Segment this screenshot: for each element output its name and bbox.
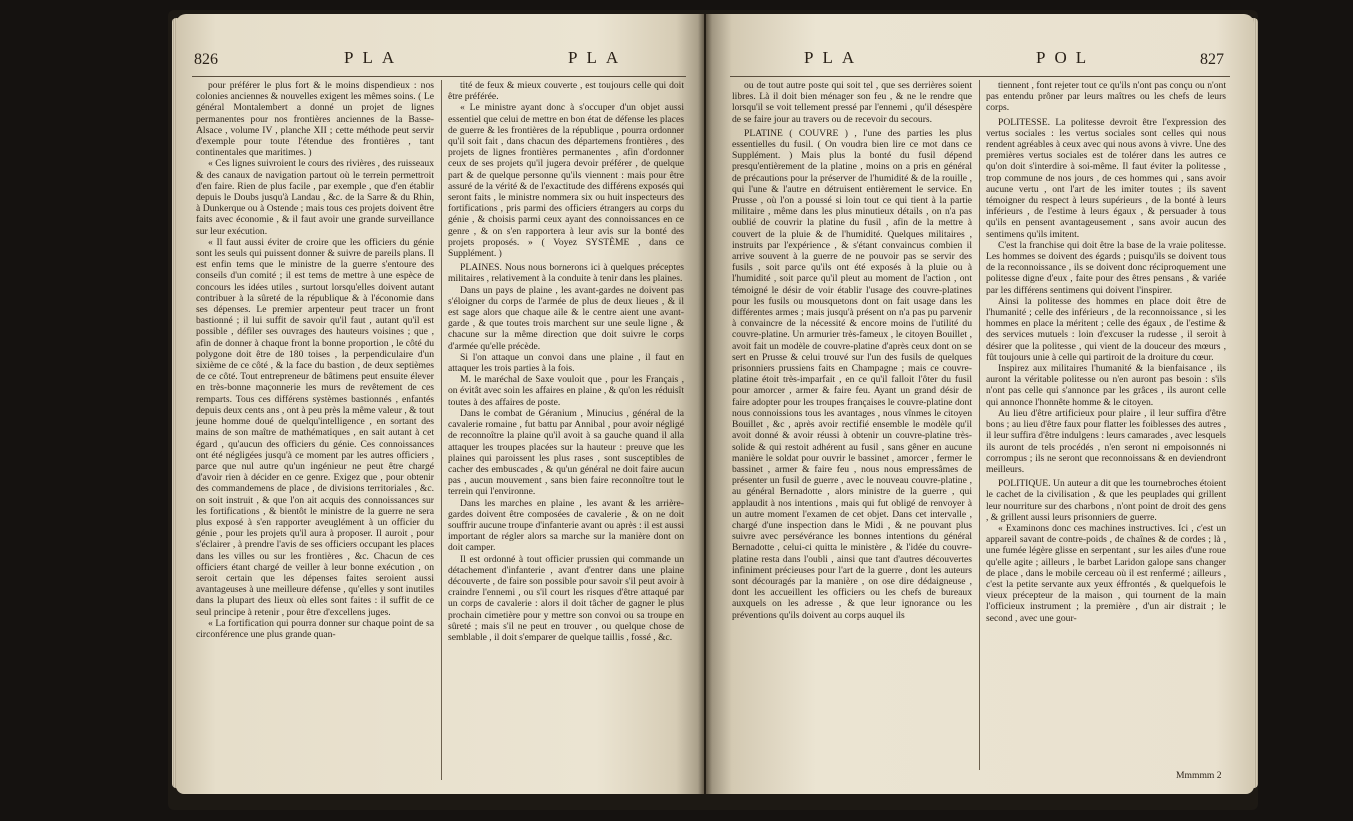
section-platine: PLATINE ( COUVRE ) , l'une des parties les plus essentielles du fusil. ( On voudra bien lire ce mot dans ce Supplément. ) Mais plus la bonté du fusil dépend presqu'entièrement de la platine , moins on a pris en général de précautions pour la préserver de l'humidité & de la rouille , qui l'une & l'autre en détruisent entièrement le service. En Prusse , où l'on a poussé si loin tout ce qui tient à la partie militaire , même dans les plus minutieux détails , on n'a pas oublié de couvrir la platine du fusil , afin de la mettre à couvert de la pluie & de l'humidité. Quelques militaires , instruits par l'expérience , & s'étant convaincus combien il arrive souvent à la guerre de ne pouvoir pas se servir des fusils , soit parce qu'ils ont été exposés à la pluie ou à l'humidité , soit parce qu'il pleut au moment de l'action , ont témoigné le désir de voir établir l'usage des couvre-platines pour les fusils ou mousquetons dont on fait usage dans les différentes armes ; mais jusqu'à présent on n'a pas pu parvenir à convaincre de la nécessité & encore moins de l'utilité du couvre-platine. Un armurier très-fameux , le citoyen Bouillet , avoit fait un modèle de couvre-platine d'après ceux dont on se sert en Prusse & celui trouvé sur l'un des fusils de quelques prisonniers prussiens faits en Champagne ; mais ce couvre-platine étoit très-imparfait , en ce qu'il falloit l'ôter du fusil pour amorcer , armer & faire feu. Ayant un grand désir de faire adopter pour les troupes françaises le couvre-platine dont nous connoissions tous les avantages , nous vînmes le citoyen Bouillet , &c , après avoir rectifié ensemble le modèle qu'il avoit donné & avoir réussi à obtenir un couvre-platine très-solide & qui restoit adhérent au fusil , sans gêner en aucune manière le soldat pour ouvrir le bassinet , amorcer , fermer le bassinet , armer & faire feu , nous nous empressâmes de présenter un fusil de guerre , avec le nouveau couvre-platine , au général Bernadotte , alors ministre de la guerre , qui applaudit à nos intentions , mais qui fut obligé de renvoyer à un autre moment l'examen de cet objet. Dans cet intervalle , chargé d'une inspection dans le Midi , & ne pouvant plus suivre avec persévérance les bonnes intentions du général Bernadotte , celui-ci quitta le ministère , & l'idée du couvre-platine resta dans l'oubli , ainsi que tant d'autres découvertes infiniment précieuses pour l'art de la guerre , dont les auteurs sont découragés par la manière , on ose dire dédaigneuse , dont les accueillent les officiers ou les chefs de bureaux auxquels on les adresse , & que leur ignorance ou les préventions qu'ils doivent au corps auquel ils <box>732 127 972 621</box>
paragraph: C'est la franchise qui doit être la base de la vraie politesse. Les hommes se doivent des égards ; puisqu'ils se doivent tous de la reconnoissance , ils se doivent donc réciproquement une politesse digne d'eux , faite pour des êtres pensans , & variée par les différens sentimens qui doivent l'inspirer. <box>986 239 1226 296</box>
paragraph: Dans le combat de Géranium , Minucius , général de la cavalerie romaine , fut battu par Annibal , pour avoir négligé de reconnoître la plaine qu'il avoit à sa gauche quand il alla attaquer les troupes placées sur la hauteur : preuve que les plaines qui paroissent les plus rases , sont susceptibles de cacher des embuscades , & qu'un général ne doit faire aucun pas , aucun mouvement , sans bien faire reconnoître tout le terrein qui l'environne. <box>448 407 684 498</box>
paragraph: Inspirez aux militaires l'humanité & la bienfaisance , ils auront la véritable politesse ou n'en auront pas besoin : s'ils n'ont pas celle qui s'annonce par les grâces , ils auront celle qui annonce l'honnête homme & le citoyen. <box>986 363 1226 408</box>
paragraph: M. le maréchal de Saxe vouloit que , pour les Français , on évitât avec soin les affaires en plaine , & qu'on les réduisît toutes à des affaires de poste. <box>448 374 684 408</box>
paragraph: Si l'on attaque un convoi dans une plaine , il faut en attaquer les trois parties à la fois. <box>448 351 684 375</box>
right-header-rule <box>730 76 1230 77</box>
left-header-rule <box>192 76 686 77</box>
right-column-1 <box>732 80 972 621</box>
paragraph: Ainsi la politesse des hommes en place doit être de l'humanité ; celle des inférieurs , de la reconnoissance , si les hommes en place la méritent ; celle des égaux , de l'estime & des services mutuels : loin d'excuser la rudesse , il seroit à désirer que la politesse , qui vient de la douceur des mœurs , fût toujours unie à celle qui partiroit de la droiture du cœur. <box>986 295 1226 363</box>
paragraph: tiennent , font rejeter tout ce qu'ils n'ont pas conçu ou n'ont pas entendu prôner par leurs maîtres ou les chefs de leurs corps. <box>986 80 1226 114</box>
paragraph: « Ces lignes suivroient le cours des rivières , des ruisseaux & des canaux de navigation partout où le terrein permettroit d'en faire. Rien de plus facile , par exemple , que d'en établir depuis le Doubs jusqu'à Landau , &c. de la Sarre & du Rhin, à Dunkerque ou à Ostende ; mais tous ces projets doivent être faits avec économie , & il faut avoir une grande surveillance sur leur exécution. <box>196 158 434 237</box>
paragraph: pour préférer le plus fort & le moins dispendieux : nos colonies anciennes & nouvelles exigent les mêmes soins. ( Le général Montalembert a donné un projet de lignes permanentes pour nos frontières anciennes de la Basse-Alsace , volume IV , planche XII ; cette méthode peut servir d'exemple pour toute l'étendue des frontières , tant continentales que maritimes. ) <box>196 80 434 159</box>
paragraph: ou de tout autre poste qui soit tel , que ses derrières soient libres. Là il doit bien ménager son feu , & ne le rendre que lorsqu'il se voit tellement pressé par l'ennemi , qu'il désespère de se faire jour au travers ou de recevoir du secours. <box>732 80 972 125</box>
left-column-divider <box>441 80 442 780</box>
section-plaines: PLAINES. Nous nous bornerons ici à quelques préceptes militaires , relativement à la conduite à tenir dans les plaines. <box>448 262 684 285</box>
paragraph: tité de feux & mieux couverte , est toujours celle qui doit être préférée. <box>448 80 684 103</box>
left-column-1 <box>196 80 434 640</box>
left-page <box>176 14 704 794</box>
section-politique: POLITIQUE. Un auteur a dit que les tournebroches étoient le cachet de la civilisation , & que les peuplades qui grillent leur nourriture sur des charbons , n'ont point de droit des gens , & grillent aussi leurs prisonniers de guerre. <box>986 478 1226 523</box>
left-header-right: PLA <box>568 48 628 67</box>
right-header-right: POL <box>1036 48 1096 67</box>
paragraph: Dans un pays de plaine , les avant-gardes ne doivent pas s'éloigner du corps de l'armée de plus de deux lieues , & il est sage alors que chaque aile & le centre aient une avant-garde , & que toutes trois marchent sur une seule ligne , & chacune sur la même direction que doit suivre le corps d'armée qu'elle précède. <box>448 284 684 352</box>
right-column-2 <box>986 80 1226 624</box>
signature-mark: Mmmmm 2 <box>1176 770 1222 781</box>
paragraph: « Il faut aussi éviter de croire que les officiers du génie sont les seuls qui puissent donner & suivre de pareils plans. Il est enfin tems que le ministre de la guerre s'entoure des conseils d'un comité ; il est tems de mettre à une espèce de concours les idées utiles , surtout lorsqu'elles doivent autant contribuer à la sûreté de la république & à l'économie dans ses dépenses. Le premier arpenteur peut tracer un front bastionné ; il lui suffit de savoir qu'il faut , autant qu'il est possible , défiler ses ouvrages des hauteurs voisines ; que , afin de donner à chaque front la bonne proportion , le côté du polygone doit être de 180 toises , la perpendiculaire d'un sixième de ce côté , & la face du bastion , de deux septièmes de ce côté. Tout entrepreneur de bâtimens peut ensuite élever en très-bonne maçonnerie les murs de revêtement de ces remparts. Tous ces différens systèmes bastionnés , enfantés depuis deux cents ans , ont à peu près la même valeur , & tout jeune homme doué de quelqu'intelligence , en sortant des mains de son maître de mathématiques , en sait autant à cet égard , qu'aucun des officiers du génie. Ces connoissances ont été négligées jusqu'à ce moment par les autres officiers , parce que nul autre qu'un ingénieur ne peut être chargé d'avoir rien à décider en ce genre. Exigez que , pour obtenir des commandemens de place , de divisions territoriales , &c. on soit instruit , & que l'on ait acquis des connoissances sur les fortifications , & bientôt le ministre de la guerre ne sera plus exposé à s'en rapporter aveuglément à un officier du génie , pour les projets qu'il aura à proposer. Il auroit , pour s'éclairer , à prendre l'avis de ses officiers occupant les places dans les villes ou sur les frontières , &c. Chacun de ces officiers étant chargé de veiller à leur bonne exécution , on seroit certain que les dépenses faites seroient aussi avantageuses à une meilleure défense , qu'elles y sont inutiles dans la plupart des lieux où elles sont faites : il suffit de ce seul principe à retenir , pour être d'excellens juges. <box>196 236 434 618</box>
right-page-number: 827 <box>1200 51 1224 68</box>
left-column-2 <box>448 80 684 643</box>
paragraph: « Le ministre ayant donc à s'occuper d'un objet aussi essentiel que celui de mettre en bon état de défense les places de guerre & les frontières de la république , pourra ordonner qu'il soit fait , dans chacun des départemens frontières , des projets de lignes frontières permanentes , afin d'ordonner ceux de ses projets qu'il jugera devoir préférer , de quelque part & de quelque personne qu'ils viennent : mais pour être assuré de la vérité & de l'exactitude des différens exposés qui seront faits , le ministre nommera six ou huit inspecteurs des fortifications , pris parmi des officiers étrangers au corps du génie , & choisis parmi ceux ayant des connoissances en ce genre , & on s'en rapportera à leur avis sur la bonté des projets proposés. » ( Voyez SYSTÈME , dans ce Supplément. ) <box>448 102 684 260</box>
paragraph: Au lieu d'être artificieux pour plaire , il leur suffira d'être bons ; au lieu d'être faux pour flatter les foiblesses des autres , il leur suffira d'être indulgens : leurs camarades , avec lesquels ils auront de tels procédés , n'en seront ni empoisonnés ni corrompus ; ils ne seront que reconnoissans & en deviendront meilleurs. <box>986 407 1226 475</box>
left-page-number: 826 <box>194 51 218 68</box>
book-gutter <box>698 14 712 794</box>
right-header-left: PLA <box>804 48 864 67</box>
left-header-left: PLA <box>344 48 404 67</box>
right-column-divider <box>979 80 980 770</box>
paragraph: Il est ordonné à tout officier prussien qui commande un détachement d'infanterie , avant d'entrer dans une plaine découverte , de faire son possible pour savoir s'il peut avoir à craindre l'ennemi , ou s'il court les risques d'être attaqué par un corps de cavalerie : alors il doit tâcher de gagner le plus prochain cimetière pour y mettre son convoi ou sa troupe en sûreté ; mais s'il ne peut en trouver , ou quelque chose de semblable , il doit s'emparer de quelque taillis , fossé , &c. <box>448 553 684 643</box>
section-politesse: POLITESSE. La politesse devroit être l'expression des vertus sociales : les vertus sociales sont celles qui nous rendent agréables à ceux avec qui nous avons à vivre. Une des premières vertus sociales est de tolérer dans les autres ce qu'on doit s'interdire à soi-même. Il faut éviter la politesse , trop commune de nos jours , de ces hommes qui , sans avoir aucune vertu , ont l'art de les imiter toutes ; ils savent témoigner du respect à leurs supérieurs , de la bonté à leurs inférieurs , de l'estime à leurs égaux , & persuader à tous qu'ils en pensent avantageusement , sans avoir aucun des sentimens qu'ils imitent. <box>986 116 1226 240</box>
paragraph: Dans les marches en plaine , les avant & les arrière-gardes doivent être composées de cavalerie , & on ne doit souffrir aucune troupe d'infanterie avant ou après : il est aussi important de régler alors sa marche sur la manière dont on doit camper. <box>448 497 684 554</box>
right-page <box>706 14 1254 794</box>
paragraph: « Examinons donc ces machines instructives. Ici , c'est un appareil savant de contre-poids , de chaînes & de cordes ; là , une fumée légère glisse en serpentant , sur les ailes d'une roue qu'elle agite ; ailleurs , le barbet Laridon galope sans changer de place , dans le mobile cerceau où il est renfermé ; ailleurs , c'est la petite servante aux yeux éffrontés , & quelquefois le vieux précepteur de la maison , qui tournent de la main l'officieux instrument ; la première , d'un air distrait ; le second , avec une gour- <box>986 522 1226 624</box>
paragraph: « La fortification qui pourra donner sur chaque point de sa circonférence une plus grande quan- <box>196 617 434 640</box>
